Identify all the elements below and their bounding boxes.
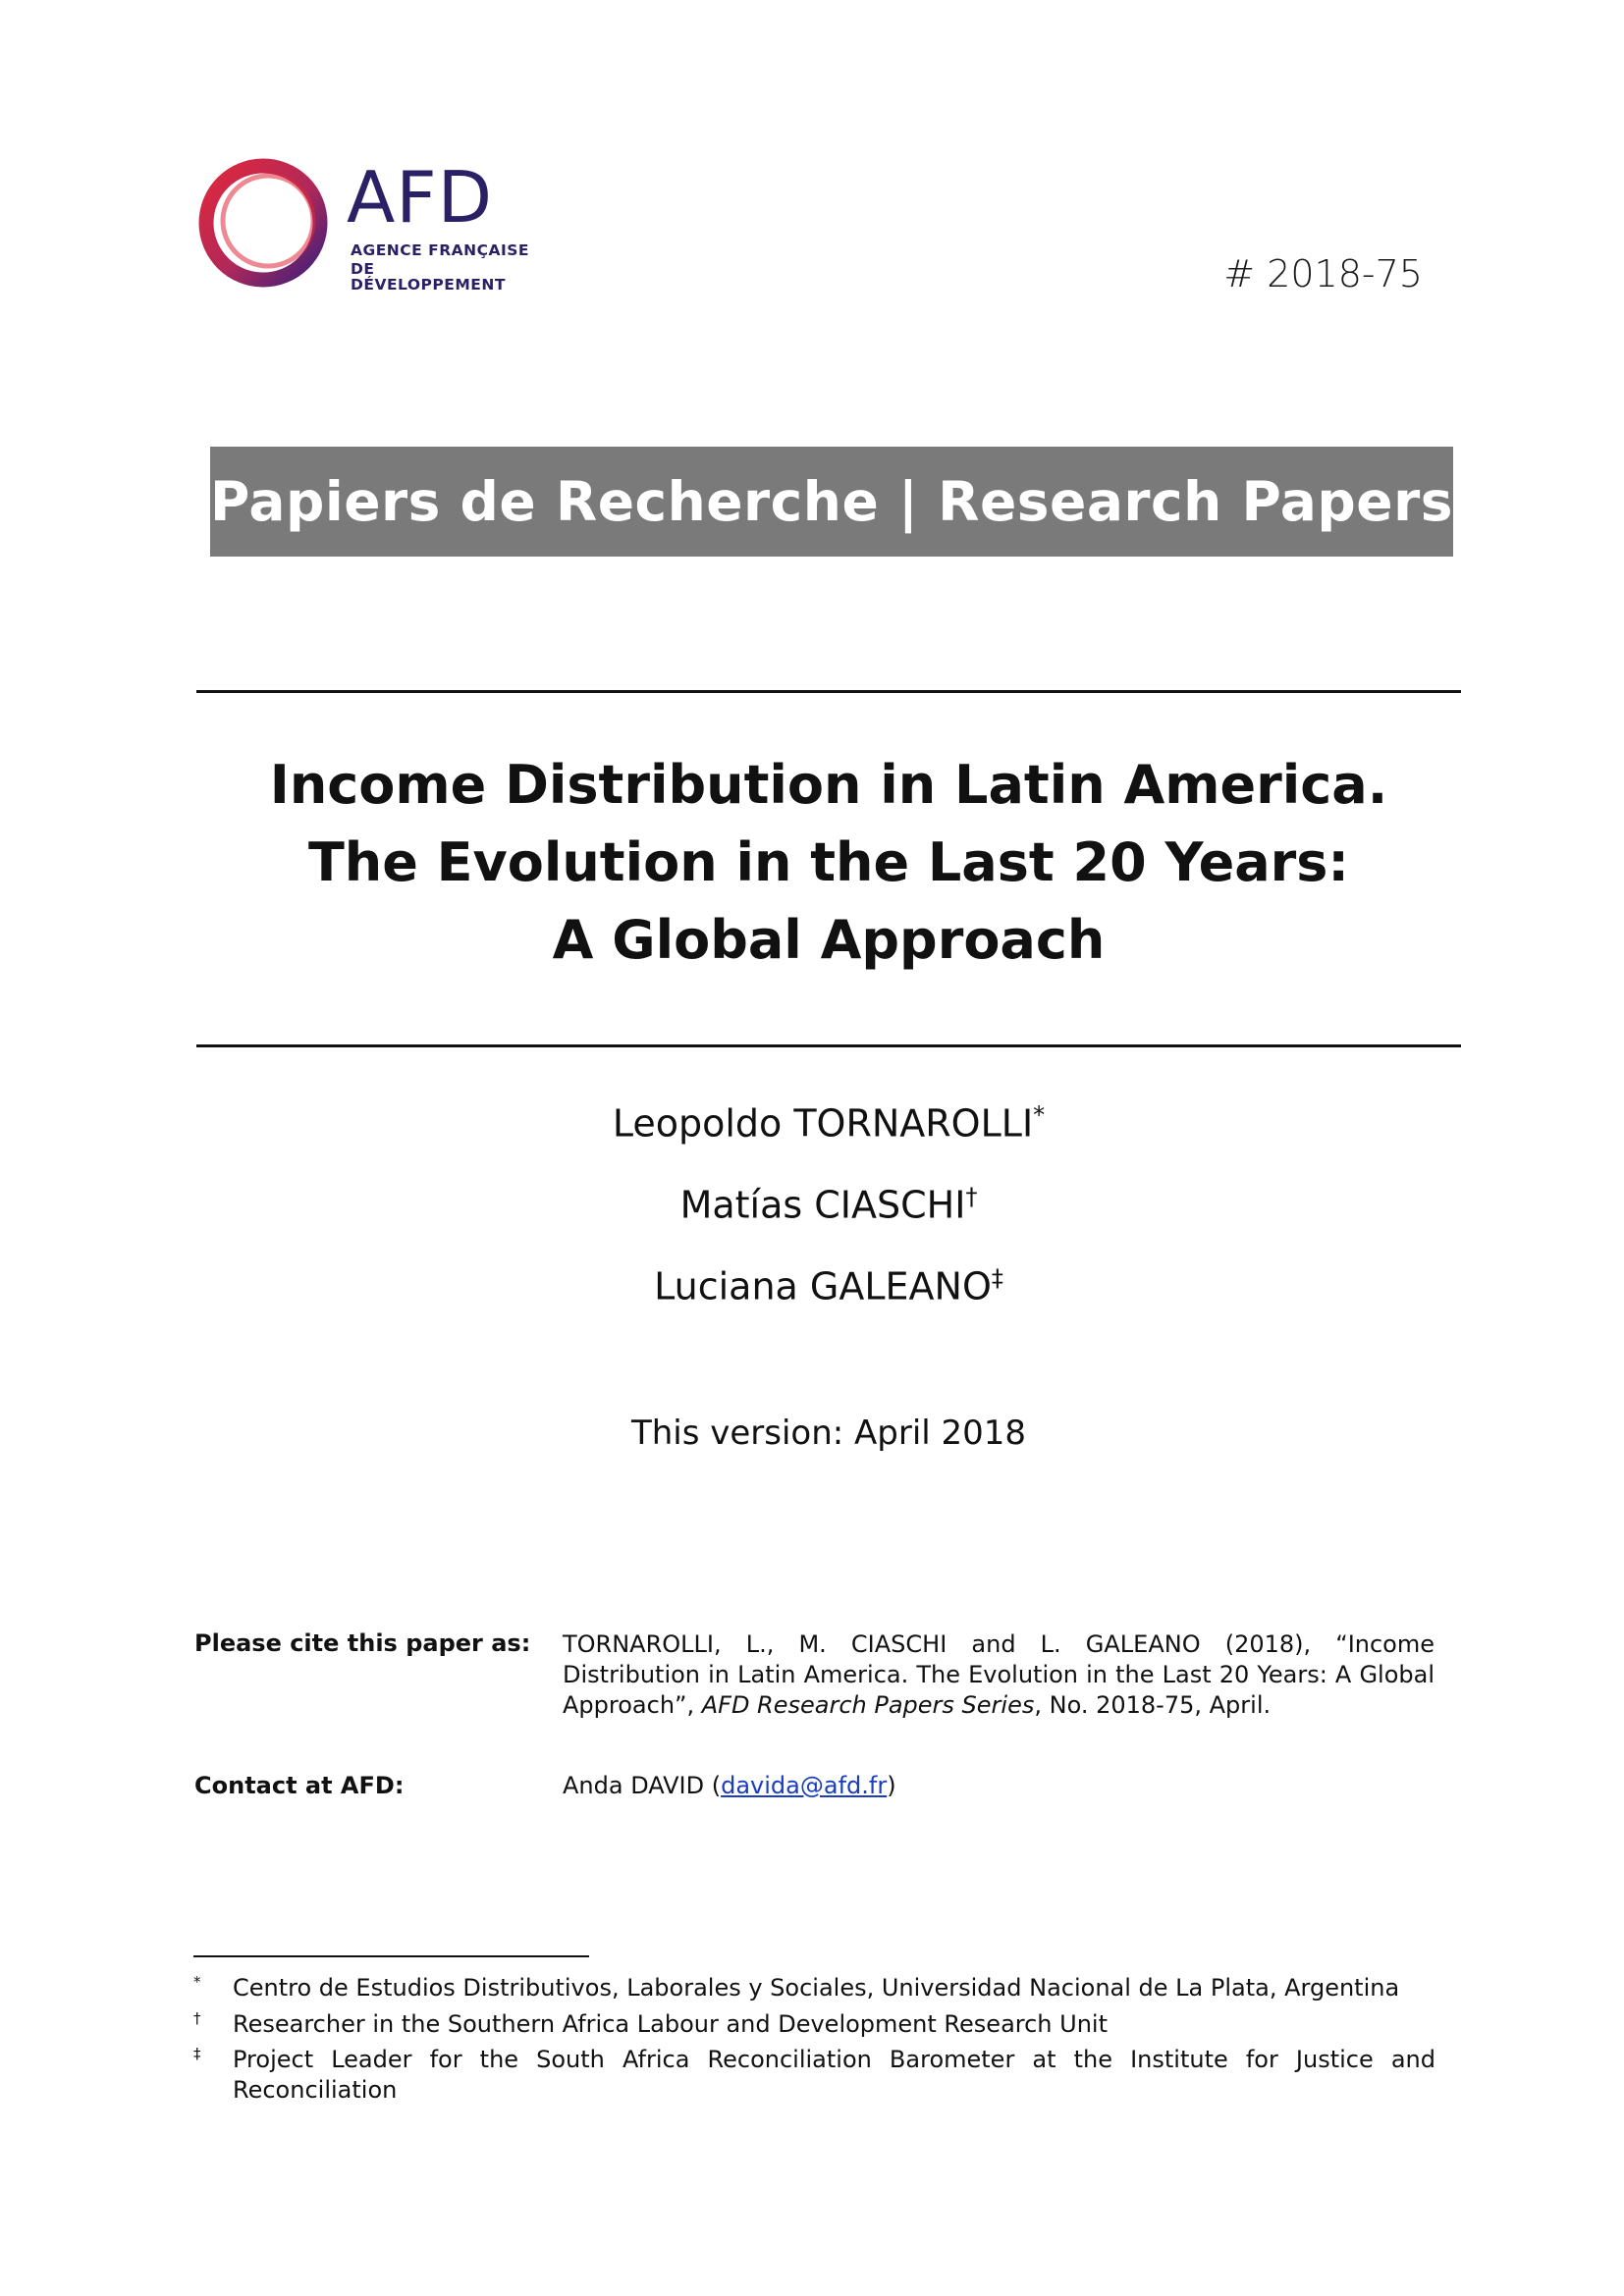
contact-email-link[interactable]: davida@afd.fr [721, 1772, 888, 1799]
author-name: Luciana GALEANO [654, 1264, 992, 1308]
logo-wordmark: AFD [347, 156, 494, 239]
author-name: Matías CIASCHI [679, 1183, 966, 1227]
footnote-3 [193, 2045, 1435, 2106]
title-rule-bottom [196, 1044, 1461, 1047]
footnote-2 [193, 2009, 1435, 2040]
footnote-mark: † [193, 2009, 201, 2027]
footnote-text: Centro de Estudios Distributivos, Laborales y Sociales, Universidad Nacional de La Plata, Argentina [233, 1974, 1400, 2002]
citation-text [563, 1629, 1435, 1721]
footnote-1 [193, 1973, 1435, 2003]
afd-logo [191, 152, 530, 294]
logo-subtitle-line2: DE DÉVELOPPEMENT [351, 260, 506, 294]
author-2 [196, 1183, 1461, 1227]
title-line-2: The Evolution in the Last 20 Years: [307, 831, 1350, 893]
title-line-1: Income Distribution in Latin America. [269, 754, 1388, 816]
contact-close: ) [887, 1772, 896, 1799]
title-line-3: A Global Approach [552, 909, 1106, 971]
author-mark: † [965, 1183, 978, 1210]
footnote-text: Project Leader for the South Africa Reconciliation Barometer at the Institute for Justice and Reconciliation [233, 2046, 1435, 2104]
contact-name: Anda DAVID ( [563, 1772, 722, 1799]
footnote-rule [193, 1955, 589, 1957]
citation-label: Please cite this paper as: [194, 1629, 531, 1657]
footnote-mark: ‡ [193, 2045, 201, 2062]
logo-subtitle-line1: AGENCE FRANÇAISE [351, 241, 530, 259]
footnote-text: Researcher in the Southern Africa Labour and Development Research Unit [233, 2010, 1108, 2038]
footnote-mark: * [193, 1973, 201, 1991]
series-banner [210, 447, 1453, 557]
author-mark: ‡ [991, 1264, 1003, 1292]
afd-ring-icon [191, 152, 339, 294]
contact-label: Contact at AFD: [194, 1772, 405, 1799]
author-mark: * [1033, 1101, 1046, 1129]
citation-series: AFD Research Papers Series [701, 1691, 1035, 1719]
paper-title [196, 746, 1461, 979]
citation-end: , No. 2018-75, April. [1034, 1691, 1272, 1719]
contact-info [563, 1772, 896, 1799]
author-3 [196, 1264, 1461, 1308]
series-banner-text: Papiers de Recherche | Research Papers [210, 470, 1453, 533]
title-rule-top [196, 690, 1461, 693]
author-name: Leopoldo TORNAROLLI [612, 1101, 1034, 1146]
citation-main: TORNAROLLI, L., M. CIASCHI and L. GALEANO (2018), “Income Distribution in Latin America. The Evolution in the Last 20 Years: A Global Approach”, [563, 1630, 1435, 1719]
author-1 [196, 1101, 1461, 1146]
paper-number: # 2018-75 [1223, 252, 1423, 295]
version-date: This version: April 2018 [630, 1414, 1027, 1453]
